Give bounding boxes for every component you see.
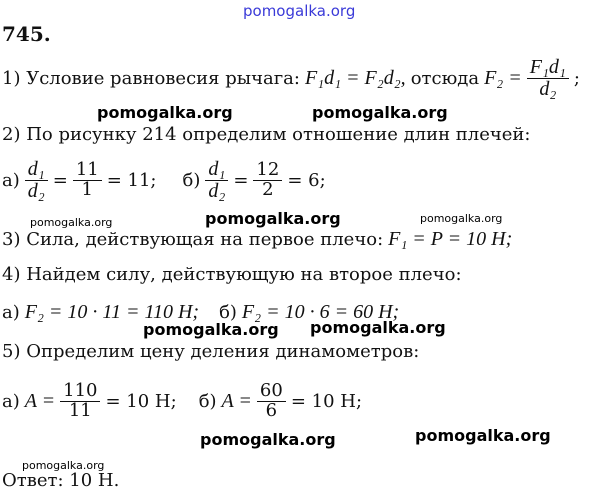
step-5-text: 5) Определим цену деления динамометров: — [2, 341, 420, 362]
fraction-numerator: 12 — [253, 161, 282, 181]
watermark: pomogalka.org — [30, 216, 113, 229]
fraction-denominator: 1 — [81, 178, 93, 200]
watermark: pomogalka.org — [205, 209, 341, 228]
watermark: pomogalka.org — [415, 426, 551, 445]
step-2-ratios: а) $\frac{\text{d₁}}{\text{d₂}}$ = $\frac{11}{1}$ = 11; б) $\frac{\text{d₁}}{\text{d₂}}$ = $\frac{12}{2}$ = 6; — [2, 157, 326, 202]
b-fraction — [253, 158, 282, 200]
label-b: б) — [219, 302, 237, 323]
label-b: б) — [182, 169, 201, 191]
label-b: б) — [198, 390, 217, 412]
fraction-denominator: 6 — [265, 399, 278, 421]
semicolon: ; — [573, 67, 580, 89]
hence-word: отсюда — [410, 67, 480, 89]
fraction-numerator: 11 — [73, 161, 102, 181]
step-3 — [2, 228, 517, 251]
f2-b-equation: F₂ = 10 · 6 = 60 Н; — [241, 301, 400, 323]
label-a: а) — [2, 390, 20, 412]
step-4 — [2, 264, 467, 285]
answer-text: Ответ: 10 Н. — [2, 470, 120, 491]
watermark: pomogalka.org — [22, 459, 105, 472]
a-result: = 11; — [106, 169, 157, 191]
ratio-fraction — [205, 159, 228, 202]
watermark-top: pomogalka.org — [243, 2, 356, 20]
label-a: а) — [2, 169, 20, 191]
b-division-fraction — [257, 379, 286, 421]
fraction-numerator: 60 — [257, 382, 286, 402]
ratio-fraction — [25, 159, 48, 202]
f2-a-equation: F₂ = 10 · 11 = 110 Н; — [24, 301, 200, 323]
a-fraction — [73, 158, 102, 200]
a-lhs: A = — [24, 389, 56, 412]
step-2 — [2, 124, 536, 145]
watermark: pomogalka.org — [312, 103, 448, 122]
fraction-denominator: d₂ — [539, 77, 557, 100]
a-division-result: = 10 Н; — [105, 390, 177, 412]
fraction-denominator: d₂ — [27, 179, 45, 202]
f2-lhs: F₂ = — [484, 66, 522, 89]
fraction-numerator: d₁ — [25, 159, 48, 181]
watermark: pomogalka.org — [143, 320, 279, 339]
watermark: pomogalka.org — [310, 318, 446, 337]
step-3-text: 3) Сила, действующая на первое плечо: — [2, 229, 384, 250]
b-lhs: A = — [221, 389, 252, 412]
watermark: pomogalka.org — [420, 212, 503, 225]
watermark: pomogalka.org — [97, 103, 233, 122]
step-4-text: 4) Найдем силу, действующую на второе плечо: — [2, 264, 462, 285]
step-1 — [2, 56, 585, 100]
lever-equation: F₁d₁ = F₂d₂, — [304, 66, 406, 89]
label-a: а) — [2, 302, 20, 323]
fraction-denominator: 11 — [68, 399, 92, 421]
step-5 — [2, 341, 424, 362]
problem-number: 745. — [2, 22, 51, 46]
step-1-text: 1) Условие равновесия рычага: — [2, 67, 300, 89]
a-division-fraction — [60, 379, 100, 421]
step-5-results — [2, 378, 367, 424]
answer — [2, 470, 124, 491]
watermark: pomogalka.org — [200, 430, 336, 449]
b-result: = 6; — [287, 169, 326, 191]
step-2-text: 2) По рисунку 214 определим отношение длин плечей: — [2, 124, 531, 145]
fraction-denominator: 2 — [262, 178, 274, 200]
b-division-result: = 10 Н; — [290, 390, 363, 412]
f1-equation: F₁ = P = 10 Н; — [388, 228, 513, 250]
f2-fraction — [527, 57, 569, 100]
fraction-numerator: 110 — [60, 382, 100, 402]
fraction-denominator: d₂ — [208, 179, 226, 202]
fraction-numerator: F₁d₁ — [527, 57, 569, 79]
fraction-numerator: d₁ — [205, 159, 228, 181]
